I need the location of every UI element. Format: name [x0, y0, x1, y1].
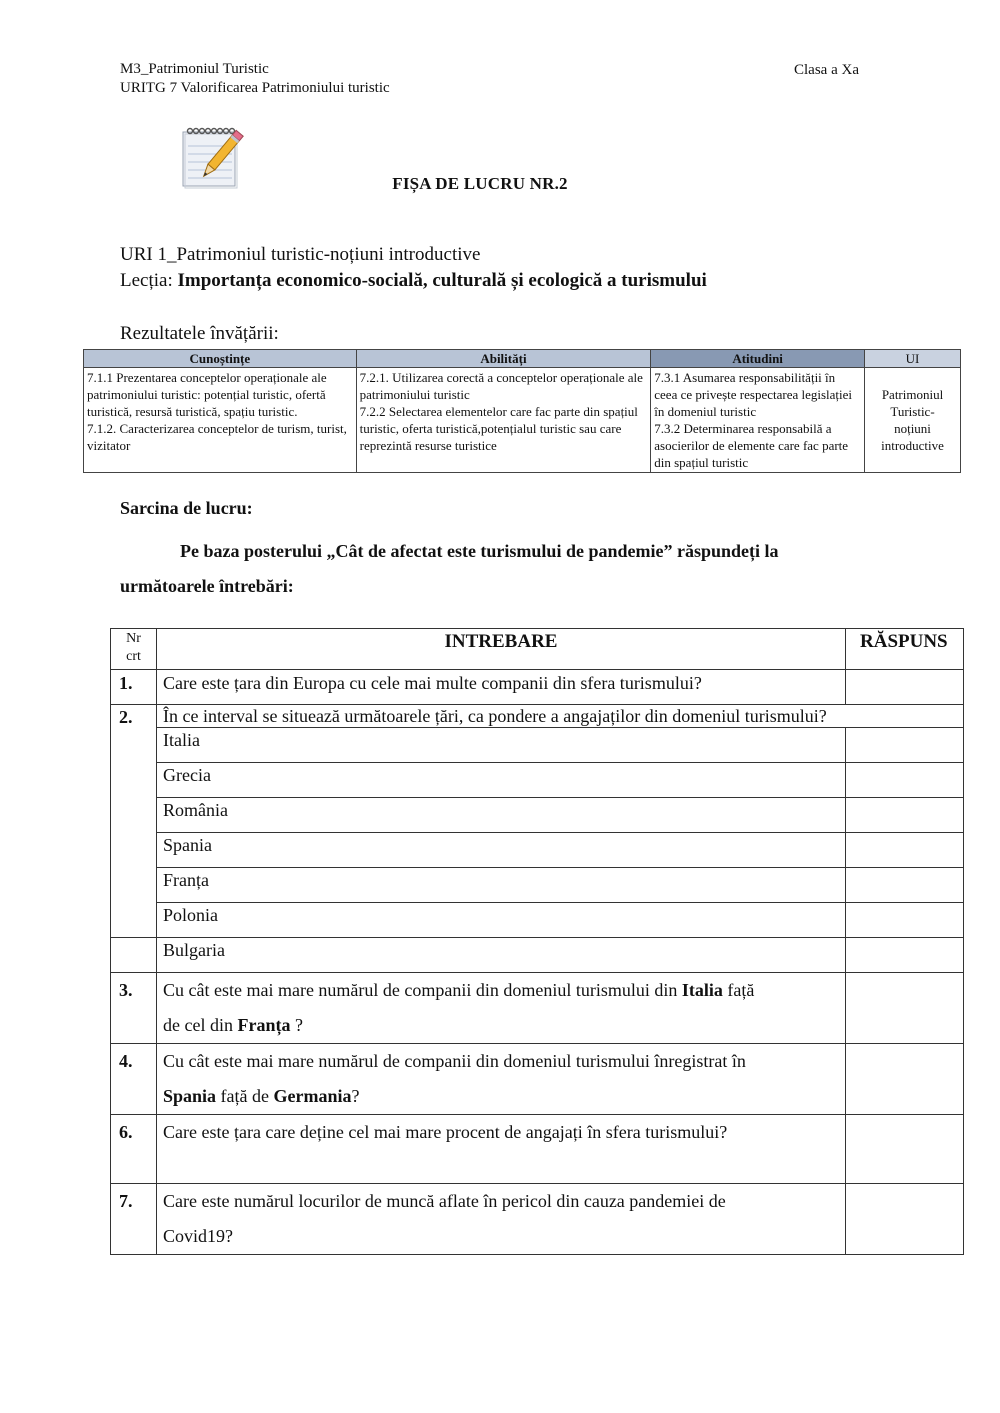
answer-field[interactable]	[846, 1044, 964, 1115]
q4-country-spania: Spania	[163, 1086, 217, 1106]
col-nr-label: Nr	[126, 631, 141, 646]
question-text: Care este țara din Europa cu cele mai multe companii din sfera turismului?	[157, 670, 846, 705]
answer-field[interactable]	[846, 763, 964, 798]
country-row	[111, 763, 964, 798]
ui-line: introductive	[881, 438, 944, 453]
question-text	[157, 1044, 846, 1115]
col-answer: RĂSPUNS	[846, 629, 964, 670]
outcomes-row	[84, 368, 961, 473]
uri-line: URI 1_Patrimoniul turistic-noțiuni introductive	[120, 244, 481, 265]
q3-part: față	[722, 980, 755, 1000]
question-number: 6.	[111, 1115, 157, 1184]
lesson-line	[120, 270, 707, 292]
task-heading: Sarcina de lucru:	[120, 498, 253, 518]
answer-field[interactable]	[846, 903, 964, 938]
question-number: 4.	[111, 1044, 157, 1115]
col-nr-crt	[111, 629, 157, 670]
attitudes-cell	[651, 368, 865, 473]
q4-part: față de	[216, 1086, 274, 1106]
questions-table	[110, 628, 964, 1255]
country-row	[111, 833, 964, 868]
header-unit: URITG 7 Valorificarea Patrimoniului turistic	[120, 80, 390, 96]
q3-country-italia: Italia	[681, 980, 723, 1000]
answer-field[interactable]	[846, 938, 964, 973]
country-row	[111, 728, 964, 763]
outcomes-header-row	[84, 350, 961, 368]
header-module: M3_Patrimoniul Turistic	[120, 61, 269, 77]
q3-part: Cu cât este mai mare numărul de companii din domeniul turismului din	[163, 980, 682, 1000]
learning-outcomes-table	[83, 349, 961, 473]
ui-cell	[865, 368, 961, 473]
task-instruction-line2: următoarele întrebări:	[120, 576, 294, 596]
answer-field[interactable]	[846, 728, 964, 763]
country-label: Italia	[157, 728, 846, 763]
country-label: Spania	[157, 833, 846, 868]
knowledge-item: 7.1.1 Prezentarea conceptelor operaționale ale patrimoniului turistic: potențial turistic, ofertă turistică, resursă turistică, spațiu turistic.	[87, 370, 327, 419]
country-row	[111, 798, 964, 833]
skills-item: 7.2.1. Utilizarea corectă a conceptelor operaționale ale patrimoniului turistic	[359, 370, 643, 402]
question-row-7	[111, 1184, 964, 1255]
question-text: În ce interval se situează următoarele țări, ca pondere a angajaților din domeniul turismului?	[157, 705, 964, 728]
question-text	[157, 1184, 846, 1255]
question-row-6	[111, 1115, 964, 1184]
col-skills: Abilități	[356, 350, 651, 368]
question-number: 1.	[111, 670, 157, 705]
q7-line: Care este numărul locurilor de muncă aflate în pericol din cauza pandemiei de	[163, 1191, 726, 1211]
question-row-3	[111, 973, 964, 1044]
answer-field[interactable]	[846, 868, 964, 903]
q3-part: ?	[290, 1015, 303, 1035]
q3-country-franta: Franța	[237, 1015, 291, 1035]
col-ui: UI	[865, 350, 961, 368]
country-row	[111, 938, 964, 973]
col-question: INTREBARE	[157, 629, 846, 670]
q3-part: de cel din	[163, 1015, 238, 1035]
attitudes-item: 7.3.2 Determinarea responsabilă a asocierilor de elemente care fac parte din spațiul turistic	[654, 421, 849, 470]
skills-cell	[356, 368, 651, 473]
knowledge-item: 7.1.2. Caracterizarea conceptelor de turism, turist, vizitator	[87, 421, 347, 453]
question-number: 7.	[111, 1184, 157, 1255]
q7-line: Covid19?	[163, 1226, 233, 1246]
knowledge-cell	[84, 368, 357, 473]
q4-country-germania: Germania	[273, 1086, 352, 1106]
col-knowledge: Cunoștințe	[84, 350, 357, 368]
skills-item: 7.2.2 Selectarea elementelor care fac parte din spațiul turistic, oferta turistică,potențialul turistic sau care reprezintă resurse turistice	[359, 404, 638, 453]
answer-field[interactable]	[846, 833, 964, 868]
col-attitudes: Atitudini	[651, 350, 865, 368]
lesson-label: Lecția:	[120, 270, 178, 291]
questions-header-row	[111, 629, 964, 670]
country-label: Franța	[157, 868, 846, 903]
attitudes-item: 7.3.1 Asumarea responsabilității în ceea ce privește respectarea legislației în domeniul turistic	[654, 370, 853, 419]
task-instruction-line1: Pe baza posterului „Cât de afectat este turismului de pandemie” răspundeți la	[180, 541, 779, 561]
question-row-4	[111, 1044, 964, 1115]
question-number: 3.	[111, 973, 157, 1044]
question-row-2	[111, 705, 964, 728]
country-label: Polonia	[157, 903, 846, 938]
country-label: Bulgaria	[157, 938, 846, 973]
ui-line: Patrimoniul	[881, 387, 944, 402]
outcomes-heading: Rezultatele învățării:	[120, 323, 279, 344]
ui-line: Turistic-	[890, 404, 935, 419]
q4-part: ?	[351, 1086, 360, 1106]
question-number: 2.	[111, 705, 157, 938]
answer-field[interactable]	[846, 798, 964, 833]
question-text: Care este țara care deține cel mai mare procent de angajați în sfera turismului?	[157, 1115, 846, 1184]
col-crt-label: crt	[126, 649, 141, 664]
header-class: Clasa a Xa	[794, 62, 859, 78]
country-label: România	[157, 798, 846, 833]
q4-part: Cu cât este mai mare numărul de companii din domeniul turismului înregistrat în	[163, 1051, 746, 1071]
country-label: Grecia	[157, 763, 846, 798]
answer-field[interactable]	[846, 1184, 964, 1255]
empty-number-cell	[111, 938, 157, 973]
question-text	[157, 973, 846, 1044]
question-row-1	[111, 670, 964, 705]
answer-field[interactable]	[846, 973, 964, 1044]
ui-line: noțiuni	[894, 421, 931, 436]
page-title: FIȘA DE LUCRU NR.2	[392, 174, 568, 193]
answer-field[interactable]	[846, 670, 964, 705]
country-row	[111, 868, 964, 903]
lesson-text: Importanța economico-socială, culturală și ecologică a turismului	[177, 270, 707, 291]
answer-field[interactable]	[846, 1115, 964, 1184]
country-row	[111, 903, 964, 938]
